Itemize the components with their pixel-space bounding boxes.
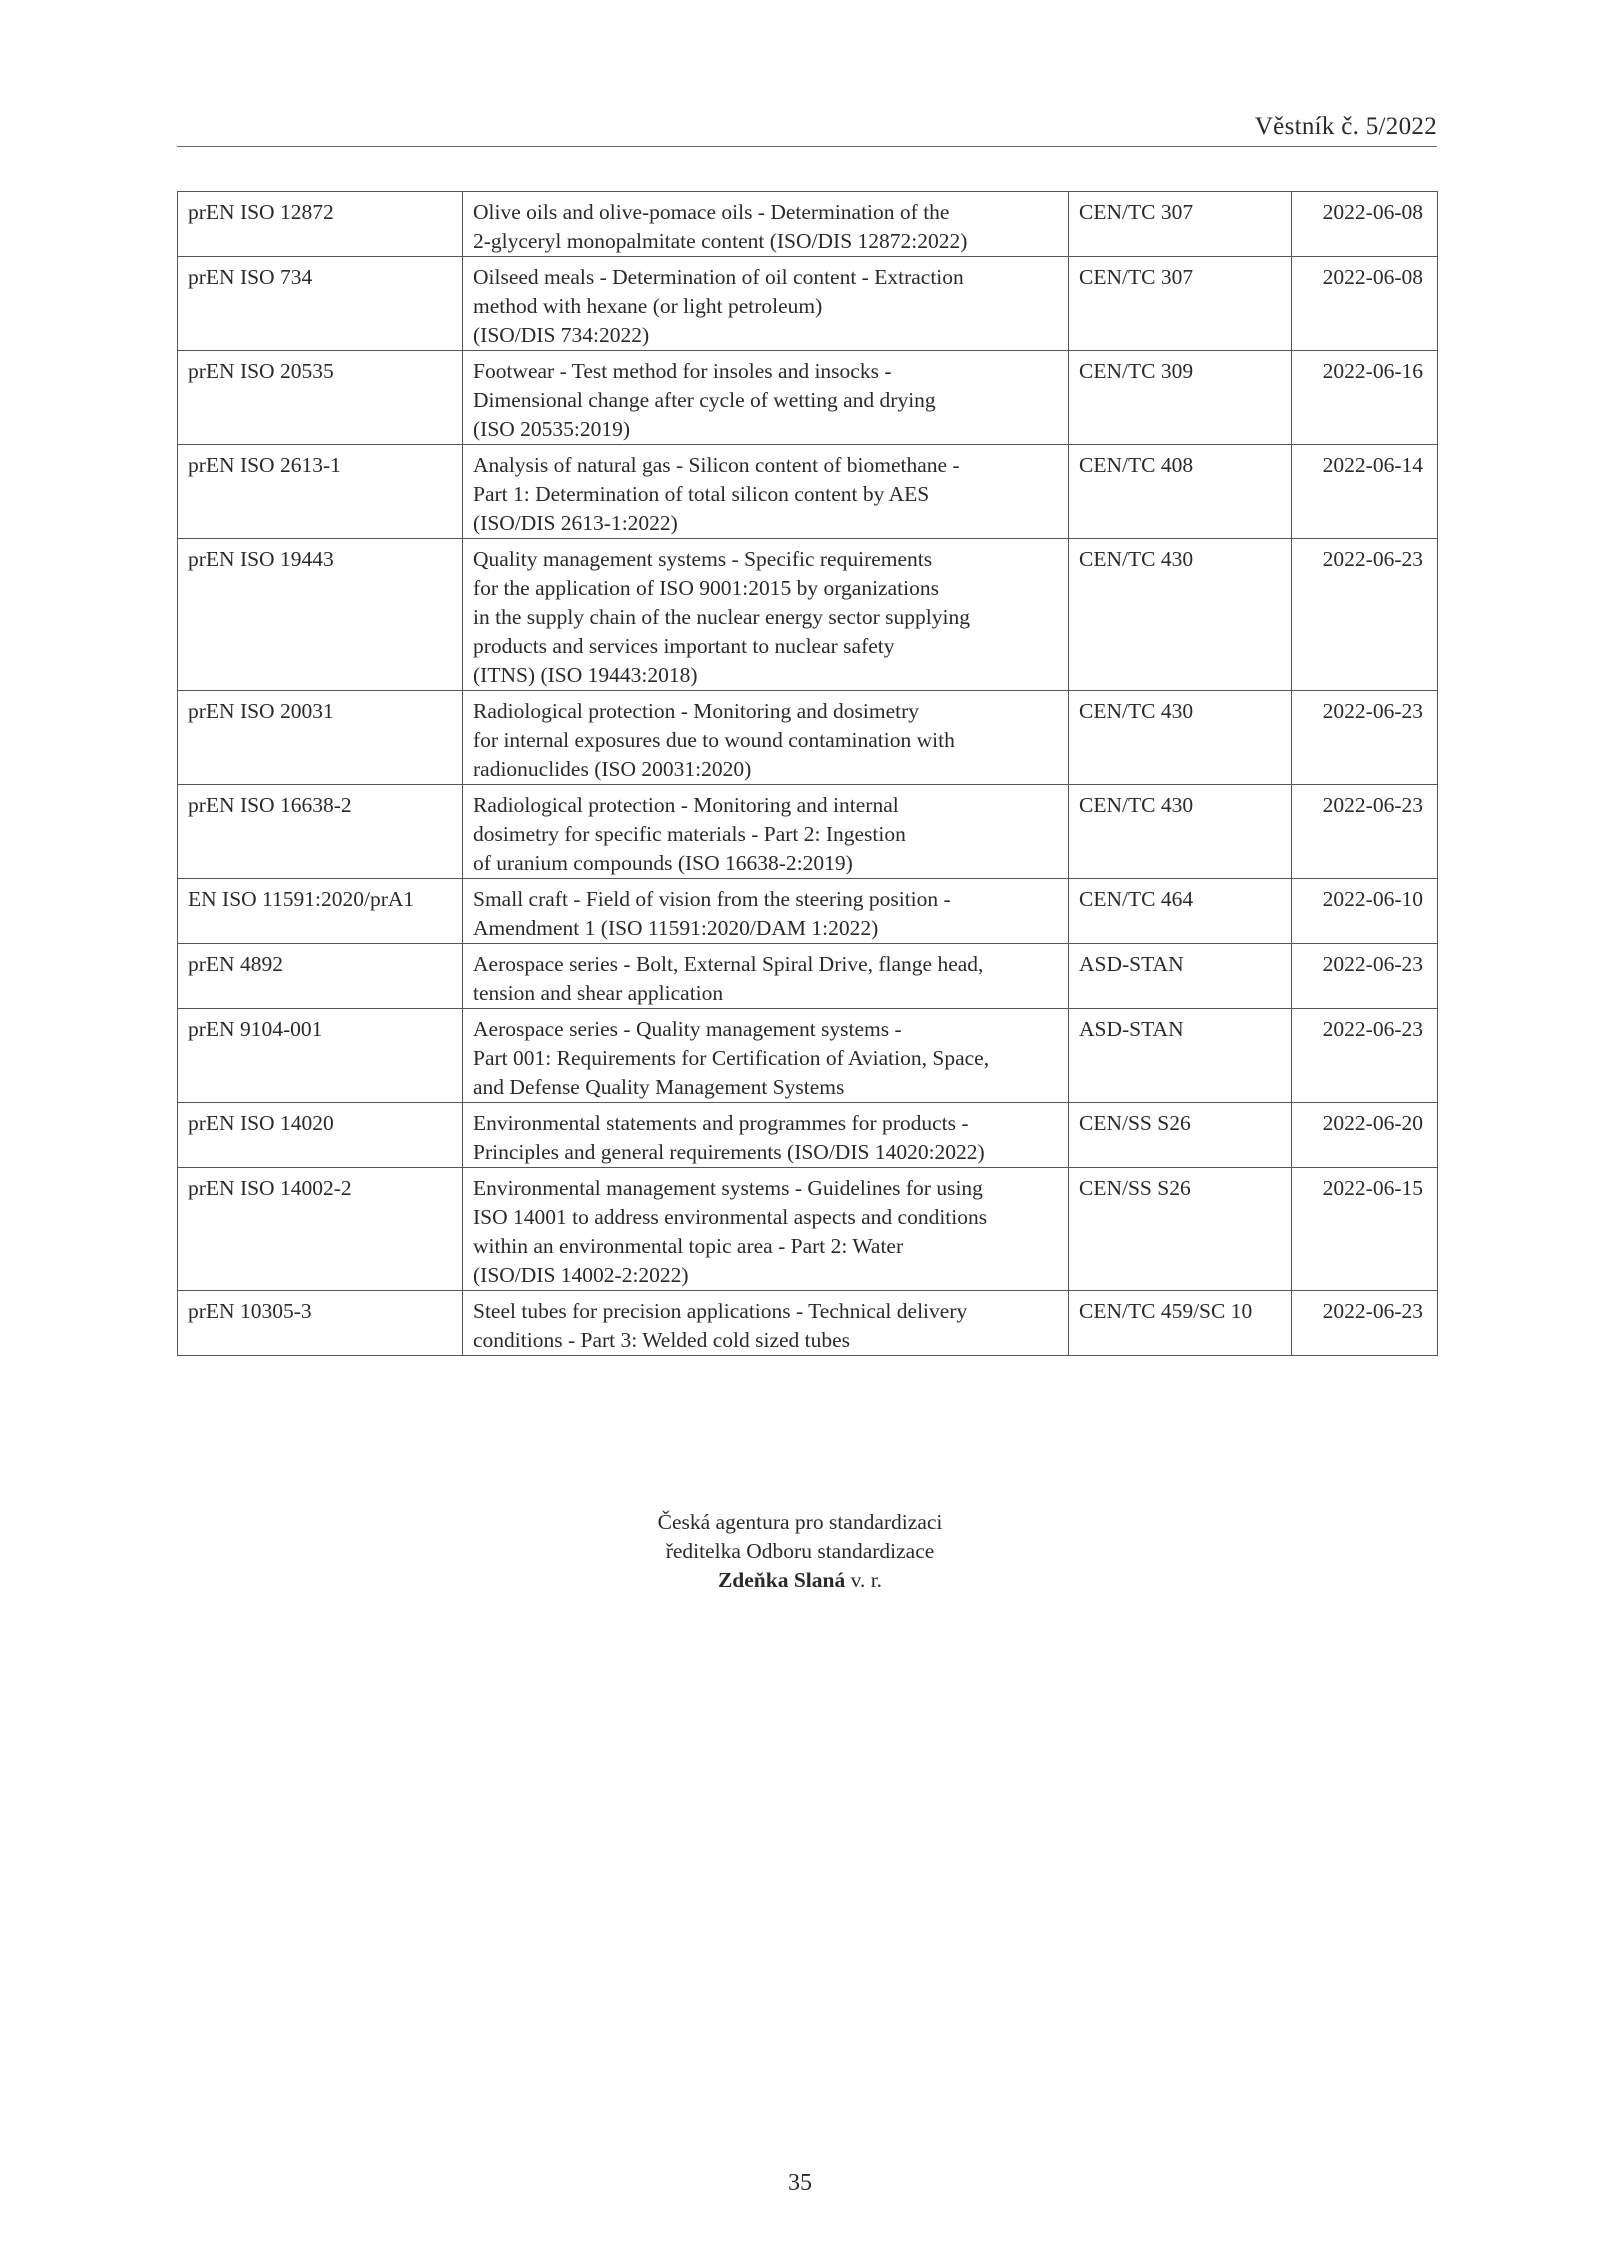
table-row	[178, 944, 1438, 1009]
standard-title-cell: Quality management systems - Specific requirements for the application of ISO 9001:2015 by organizations in the supply chain of the nuclear energy sector supplying products and services important to nuclear safety (ITNS) (ISO 19443:2018)	[463, 539, 1069, 691]
committee-cell: CEN/TC 307	[1069, 192, 1292, 257]
standard-title-cell: Environmental management systems - Guidelines for using ISO 14001 to address environmental aspects and conditions within an environmental topic area - Part 2: Water (ISO/DIS 14002-2:2022)	[463, 1168, 1069, 1291]
committee-cell: CEN/TC 464	[1069, 879, 1292, 944]
standard-title-cell: Radiological protection - Monitoring and internal dosimetry for specific materials - Part 2: Ingestion of uranium compounds (ISO 16638-2:2019)	[463, 785, 1069, 879]
standard-code-cell: prEN ISO 734	[178, 257, 463, 351]
table-row	[178, 785, 1438, 879]
committee-cell: ASD-STAN	[1069, 944, 1292, 1009]
standard-title-cell: Environmental statements and programmes for products - Principles and general requirements (ISO/DIS 14020:2022)	[463, 1103, 1069, 1168]
signature-suffix: v. r.	[845, 1568, 883, 1592]
standard-title-cell: Steel tubes for precision applications - Technical delivery conditions - Part 3: Welded cold sized tubes	[463, 1291, 1069, 1356]
table-row	[178, 1103, 1438, 1168]
deadline-date-cell: 2022-06-23	[1292, 1009, 1438, 1103]
deadline-date-cell: 2022-06-23	[1292, 1291, 1438, 1356]
standards-table	[177, 191, 1438, 1356]
table-row	[178, 192, 1438, 257]
committee-cell: CEN/TC 459/SC 10	[1069, 1291, 1292, 1356]
standard-title-cell: Oilseed meals - Determination of oil content - Extraction method with hexane (or light petroleum) (ISO/DIS 734:2022)	[463, 257, 1069, 351]
table-row	[178, 1009, 1438, 1103]
committee-cell: CEN/TC 307	[1069, 257, 1292, 351]
standard-title-cell: Analysis of natural gas - Silicon content of biomethane - Part 1: Determination of total silicon content by AES (ISO/DIS 2613-1:2022)	[463, 445, 1069, 539]
table-row	[178, 445, 1438, 539]
deadline-date-cell: 2022-06-20	[1292, 1103, 1438, 1168]
committee-cell: CEN/TC 408	[1069, 445, 1292, 539]
table-row	[178, 691, 1438, 785]
standard-code-cell: prEN ISO 2613-1	[178, 445, 463, 539]
table-row	[178, 1291, 1438, 1356]
deadline-date-cell: 2022-06-08	[1292, 192, 1438, 257]
committee-cell: ASD-STAN	[1069, 1009, 1292, 1103]
deadline-date-cell: 2022-06-10	[1292, 879, 1438, 944]
committee-cell: CEN/TC 430	[1069, 539, 1292, 691]
deadline-date-cell: 2022-06-08	[1292, 257, 1438, 351]
standard-code-cell: prEN ISO 14020	[178, 1103, 463, 1168]
bulletin-title: Věstník č. 5/2022	[1254, 113, 1437, 140]
standards-table-body	[178, 192, 1438, 1356]
signature-block	[0, 1508, 1600, 1595]
standard-title-cell: Aerospace series - Quality management systems - Part 001: Requirements for Certification of Aviation, Space, and Defense Quality Management Systems	[463, 1009, 1069, 1103]
table-row	[178, 539, 1438, 691]
standard-code-cell: prEN 10305-3	[178, 1291, 463, 1356]
table-row	[178, 879, 1438, 944]
deadline-date-cell: 2022-06-23	[1292, 539, 1438, 691]
standard-code-cell: prEN ISO 12872	[178, 192, 463, 257]
standard-code-cell: prEN ISO 19443	[178, 539, 463, 691]
signature-position: ředitelka Odboru standardizace	[665, 1539, 935, 1563]
standard-title-cell: Olive oils and olive-pomace oils - Determination of the 2-glyceryl monopalmitate content (ISO/DIS 12872:2022)	[463, 192, 1069, 257]
committee-cell: CEN/TC 430	[1069, 691, 1292, 785]
standard-code-cell: prEN 9104-001	[178, 1009, 463, 1103]
table-row	[178, 351, 1438, 445]
table-row	[178, 257, 1438, 351]
committee-cell: CEN/TC 309	[1069, 351, 1292, 445]
deadline-date-cell: 2022-06-15	[1292, 1168, 1438, 1291]
deadline-date-cell: 2022-06-23	[1292, 944, 1438, 1009]
page-number: 35	[788, 2170, 812, 2196]
standard-code-cell: prEN ISO 16638-2	[178, 785, 463, 879]
committee-cell: CEN/TC 430	[1069, 785, 1292, 879]
standard-code-cell: prEN 4892	[178, 944, 463, 1009]
standard-code-cell: prEN ISO 14002-2	[178, 1168, 463, 1291]
page-header	[177, 112, 1437, 147]
standard-code-cell: prEN ISO 20535	[178, 351, 463, 445]
standard-code-cell: EN ISO 11591:2020/prA1	[178, 879, 463, 944]
signature-name: Zdeňka Slaná	[717, 1568, 846, 1592]
signature-organization: Česká agentura pro standardizaci	[657, 1510, 943, 1534]
deadline-date-cell: 2022-06-16	[1292, 351, 1438, 445]
standard-code-cell: prEN ISO 20031	[178, 691, 463, 785]
standard-title-cell: Aerospace series - Bolt, External Spiral Drive, flange head, tension and shear application	[463, 944, 1069, 1009]
standard-title-cell: Footwear - Test method for insoles and insocks - Dimensional change after cycle of wetting and drying (ISO 20535:2019)	[463, 351, 1069, 445]
standard-title-cell: Small craft - Field of vision from the steering position - Amendment 1 (ISO 11591:2020/DAM 1:2022)	[463, 879, 1069, 944]
standard-title-cell: Radiological protection - Monitoring and dosimetry for internal exposures due to wound contamination with radionuclides (ISO 20031:2020)	[463, 691, 1069, 785]
deadline-date-cell: 2022-06-23	[1292, 785, 1438, 879]
signature-line	[0, 1566, 1600, 1595]
committee-cell: CEN/SS S26	[1069, 1168, 1292, 1291]
deadline-date-cell: 2022-06-14	[1292, 445, 1438, 539]
committee-cell: CEN/SS S26	[1069, 1103, 1292, 1168]
deadline-date-cell: 2022-06-23	[1292, 691, 1438, 785]
table-row	[178, 1168, 1438, 1291]
